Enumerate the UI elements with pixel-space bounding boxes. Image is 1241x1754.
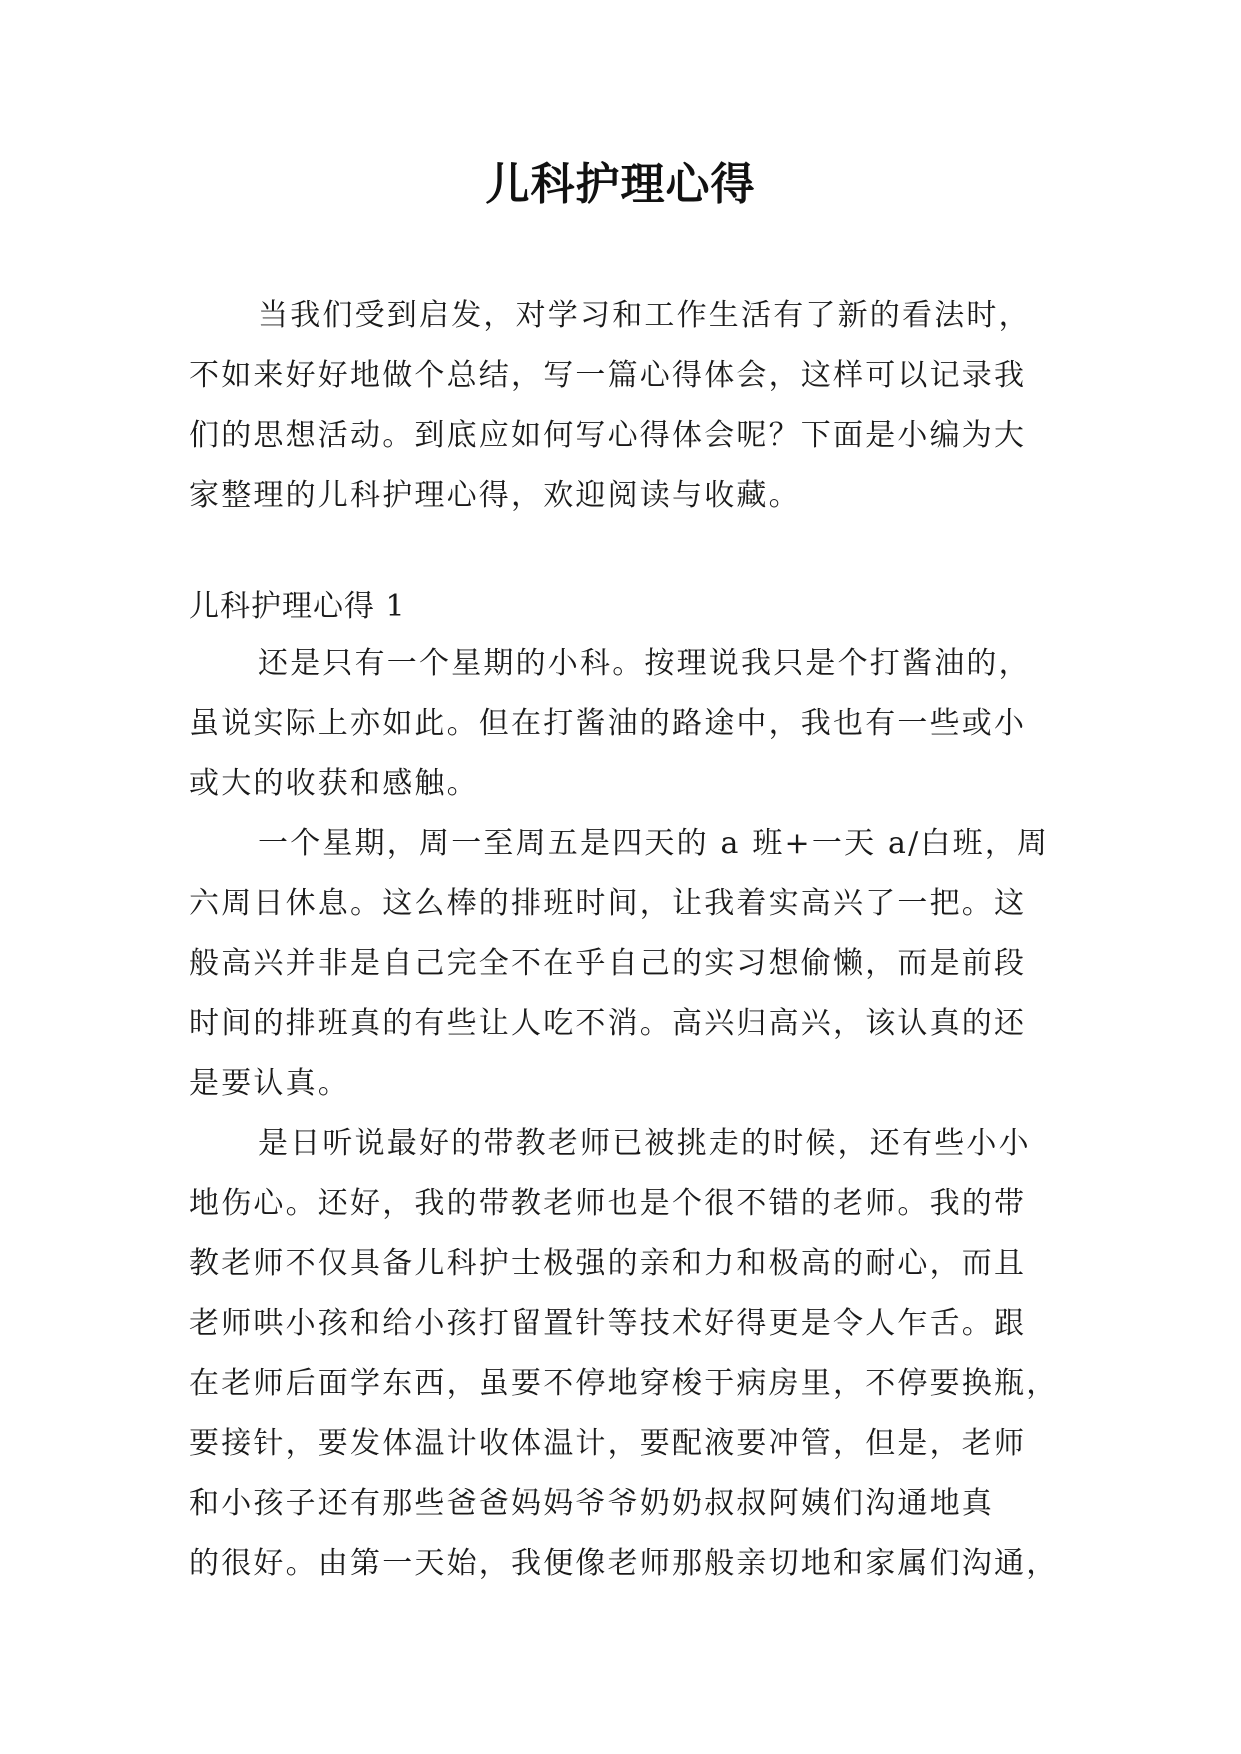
text-line: 六周日休息。这么棒的排班时间，让我着实高兴了一把。这 [189, 886, 1027, 921]
text-line: 还是只有一个星期的小科。按理说我只是个打酱油的， [258, 646, 1031, 681]
text-line: 要接针，要发体温计收体温计，要配液要冲管，但是，老师 [189, 1426, 1027, 1461]
text-line: 虽说实际上亦如此。但在打酱油的路途中，我也有一些或小 [189, 706, 1027, 741]
text-line: 们的思想活动。到底应如何写心得体会呢？下面是小编为大 [189, 418, 1027, 453]
text-line: 地伤心。还好，我的带教老师也是个很不错的老师。我的带 [189, 1186, 1027, 1221]
section-heading: 儿科护理心得 1 [189, 589, 406, 624]
text-line: 或大的收获和感触。 [189, 766, 479, 801]
intro-paragraph [189, 286, 1069, 526]
section-body [189, 634, 1069, 1594]
document-title: 儿科护理心得 [485, 159, 756, 210]
text-line: 和小孩子还有那些爸爸妈妈爷爷奶奶叔叔阿姨们沟通地真 [189, 1486, 994, 1521]
text-line: 时间的排班真的有些让人吃不消。高兴归高兴，该认真的还 [189, 1006, 1027, 1041]
text-line: 老师哄小孩和给小孩打留置针等技术好得更是令人乍舌。跟 [189, 1306, 1027, 1341]
text-line: 当我们受到启发，对学习和工作生活有了新的看法时， [258, 298, 1031, 333]
text-line: 在老师后面学东西，虽要不停地穿梭于病房里，不停要换瓶， [189, 1366, 1059, 1401]
text-line: 不如来好好地做个总结，写一篇心得体会，这样可以记录我 [189, 358, 1027, 393]
text-line: 家整理的儿科护理心得，欢迎阅读与收藏。 [189, 478, 801, 513]
text-line: 教老师不仅具备儿科护士极强的亲和力和极高的耐心，而且 [189, 1246, 1027, 1281]
text-line: 的很好。由第一天始，我便像老师那般亲切地和家属们沟通， [189, 1546, 1059, 1581]
text-line: 一个星期，周一至周五是四天的 a 班+一天 a/白班，周 [258, 826, 1050, 861]
text-line: 般高兴并非是自己完全不在乎自己的实习想偷懒，而是前段 [189, 946, 1027, 981]
text-line: 是要认真。 [189, 1066, 350, 1101]
text-line: 是日听说最好的带教老师已被挑走的时候，还有些小小 [258, 1126, 1031, 1161]
